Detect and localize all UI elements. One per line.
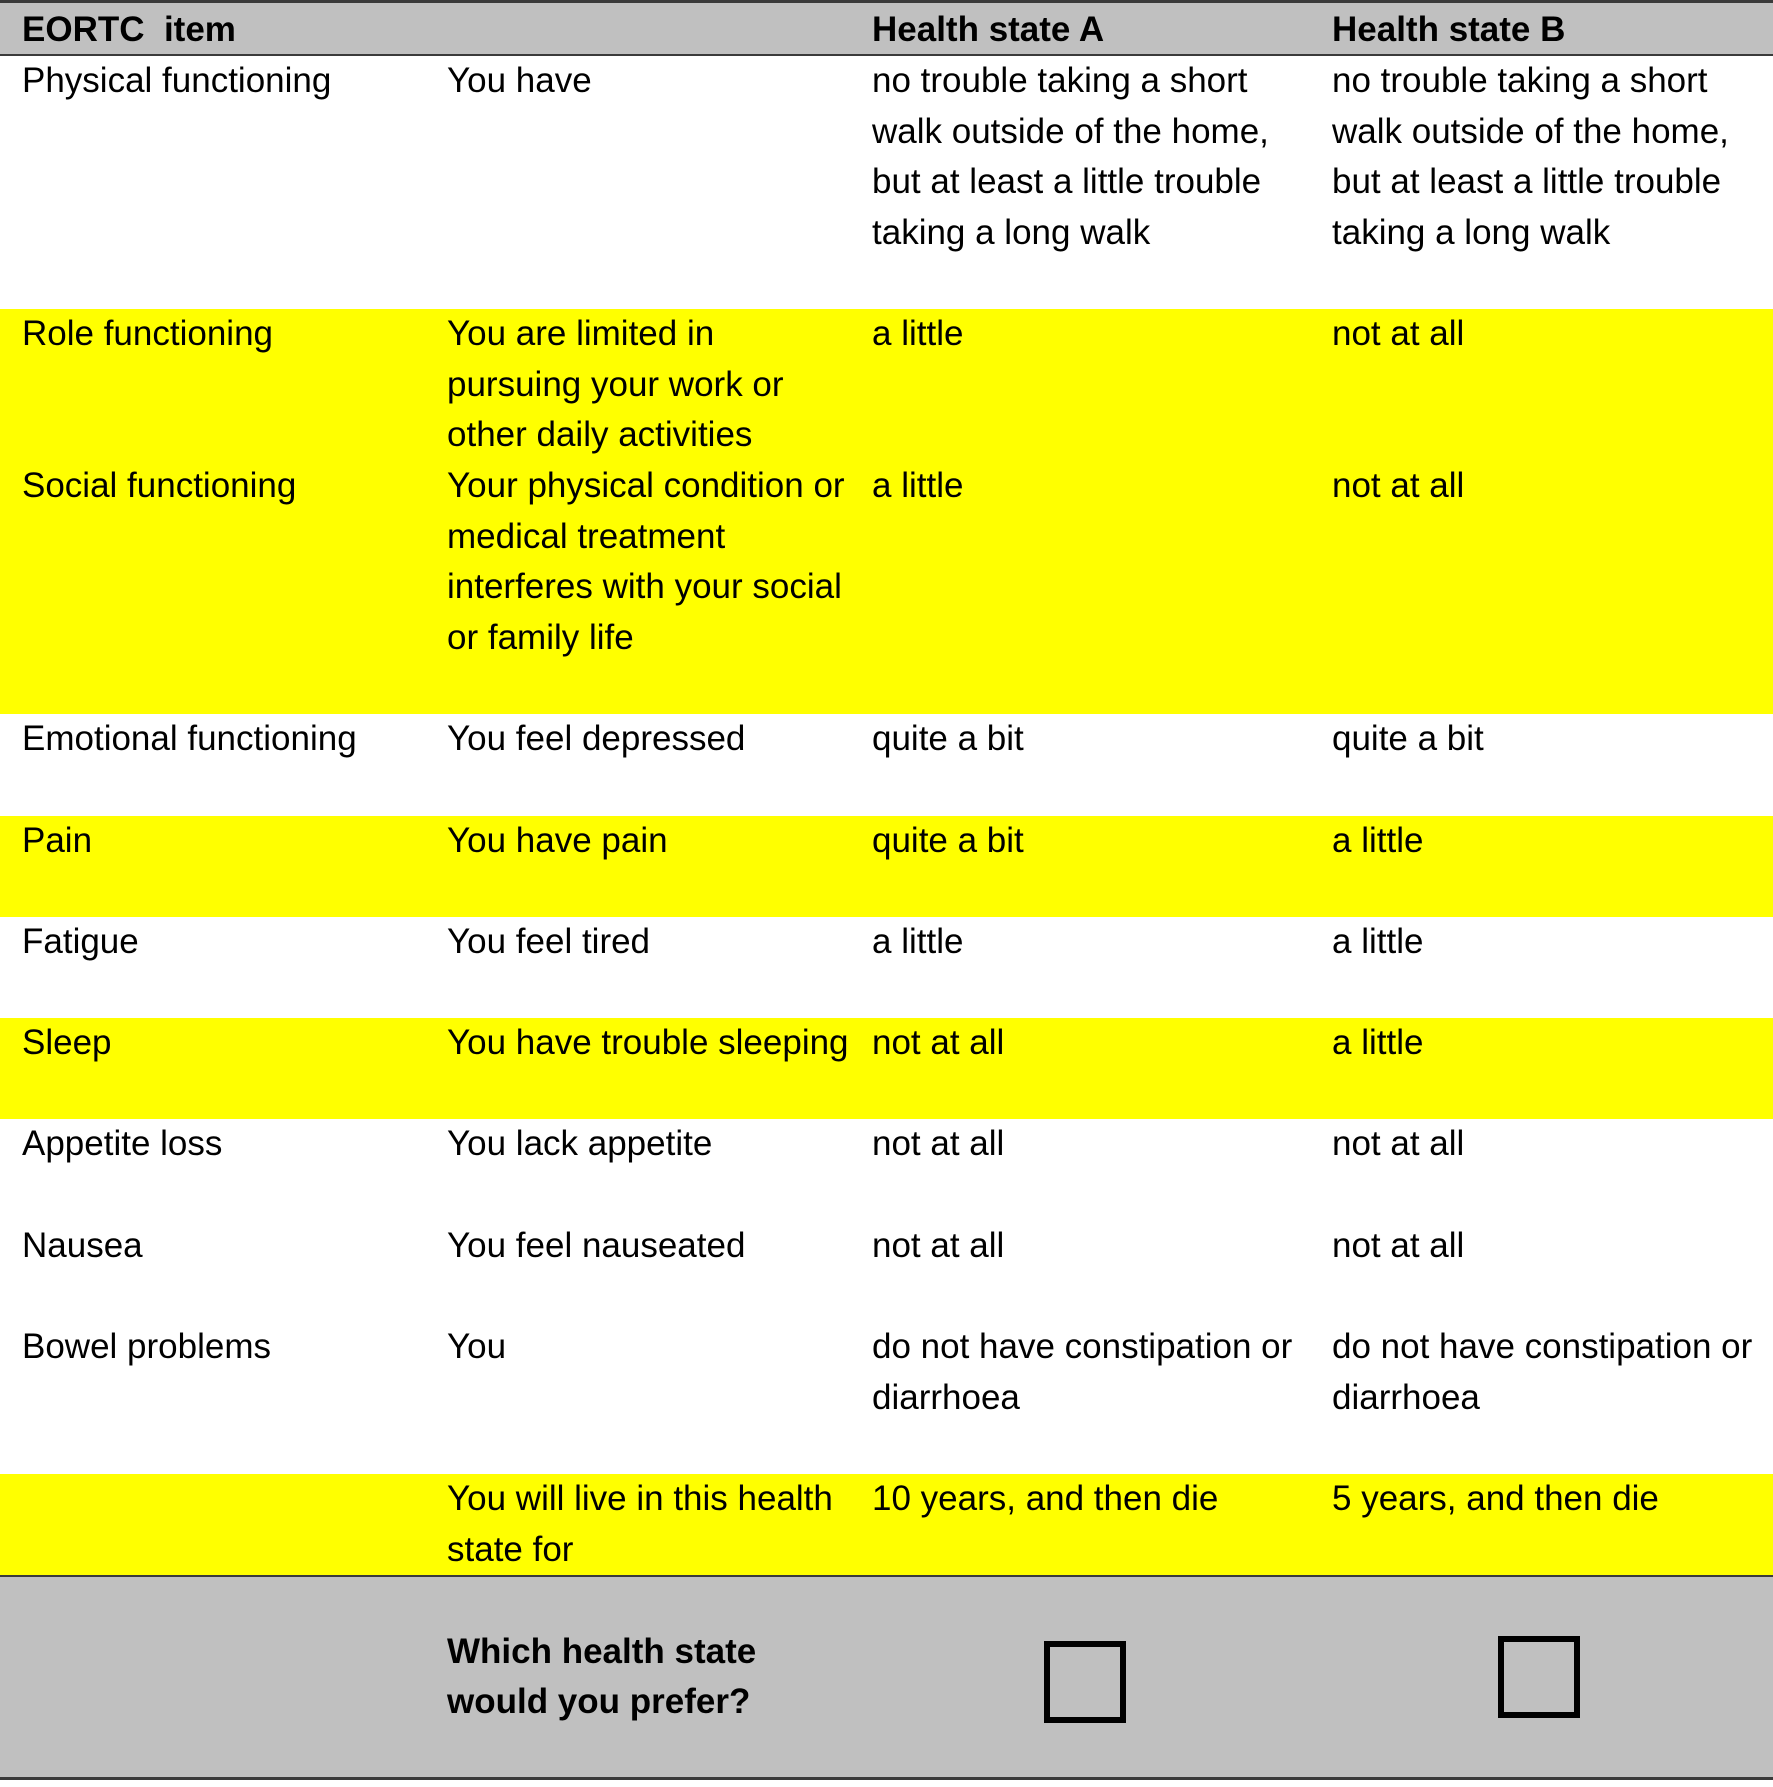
state-a-cell: not at all [850,1119,1310,1221]
state-a-cell: not at all [850,1221,1310,1322]
item-cell: Physical functioning [0,55,425,309]
state-b-cell: not at all [1310,461,1773,714]
table-row [0,309,1773,461]
item-cell: Fatigue [0,917,425,1018]
header-row [0,2,1773,56]
state-a-cell: quite a bit [850,714,1310,816]
question-cell: You feel tired [425,917,850,1018]
preference-empty-cell [0,1576,425,1779]
item-cell: Pain [0,816,425,917]
item-cell: Social functioning [0,461,425,714]
state-b-cell: not at all [1310,1119,1773,1221]
item-cell: Bowel problems [0,1322,425,1474]
table-row [0,816,1773,917]
question-cell: You are limited in pursuing your work or other daily activities [425,309,850,461]
header-health-state-a: Health state A [850,2,1310,56]
item-cell: Role functioning [0,309,425,461]
state-a-cell: do not have constipation or diarrhoea [850,1322,1310,1474]
table-row [0,1221,1773,1322]
header-eortc-item: EORTC item [0,2,425,56]
health-state-b-checkbox[interactable] [1498,1636,1580,1718]
question-cell: You have pain [425,816,850,917]
state-b-cell: not at all [1310,309,1773,461]
item-cell: Appetite loss [0,1119,425,1221]
question-cell: You lack appetite [425,1119,850,1221]
item-cell [0,1474,425,1576]
item-cell: Sleep [0,1018,425,1119]
state-a-cell: no trouble taking a short walk outside of the home, but at least a little trouble taking a long walk [850,55,1310,309]
item-cell: Emotional functioning [0,714,425,816]
preference-row [0,1576,1773,1779]
question-cell: You [425,1322,850,1474]
state-a-cell: 10 years, and then die [850,1474,1310,1576]
table-row [0,1018,1773,1119]
header-health-state-b: Health state B [1310,2,1773,56]
table-row [0,1474,1773,1576]
table-row [0,917,1773,1018]
state-a-cell: a little [850,309,1310,461]
header-question [425,2,850,56]
state-a-cell: a little [850,461,1310,714]
table-row [0,1119,1773,1221]
state-b-cell: quite a bit [1310,714,1773,816]
table-row [0,1322,1773,1474]
health-state-a-checkbox[interactable] [1044,1641,1126,1723]
table-row [0,714,1773,816]
state-a-cell: not at all [850,1018,1310,1119]
state-b-cell: a little [1310,917,1773,1018]
state-a-cell: quite a bit [850,816,1310,917]
state-a-cell: a little [850,917,1310,1018]
state-b-cell: 5 years, and then die [1310,1474,1773,1576]
state-b-cell: not at all [1310,1221,1773,1322]
state-b-cell: a little [1310,1018,1773,1119]
item-cell: Nausea [0,1221,425,1322]
question-cell: Your physical condition or medical treatment interferes with your social or family life [425,461,850,714]
question-cell: You feel depressed [425,714,850,816]
table-row [0,461,1773,714]
question-cell: You have [425,55,850,309]
preference-option-a-cell [850,1576,1310,1779]
question-cell: You have trouble sleeping [425,1018,850,1119]
preference-option-b-cell [1310,1576,1773,1779]
question-cell: You will live in this health state for [425,1474,850,1576]
state-b-cell: no trouble taking a short walk outside of the home, but at least a little trouble taking a long walk [1310,55,1773,309]
preference-question: Which health state would you prefer? [425,1576,850,1779]
state-b-cell: do not have constipation or diarrhoea [1310,1322,1773,1474]
table-row [0,55,1773,309]
state-b-cell: a little [1310,816,1773,917]
question-cell: You feel nauseated [425,1221,850,1322]
